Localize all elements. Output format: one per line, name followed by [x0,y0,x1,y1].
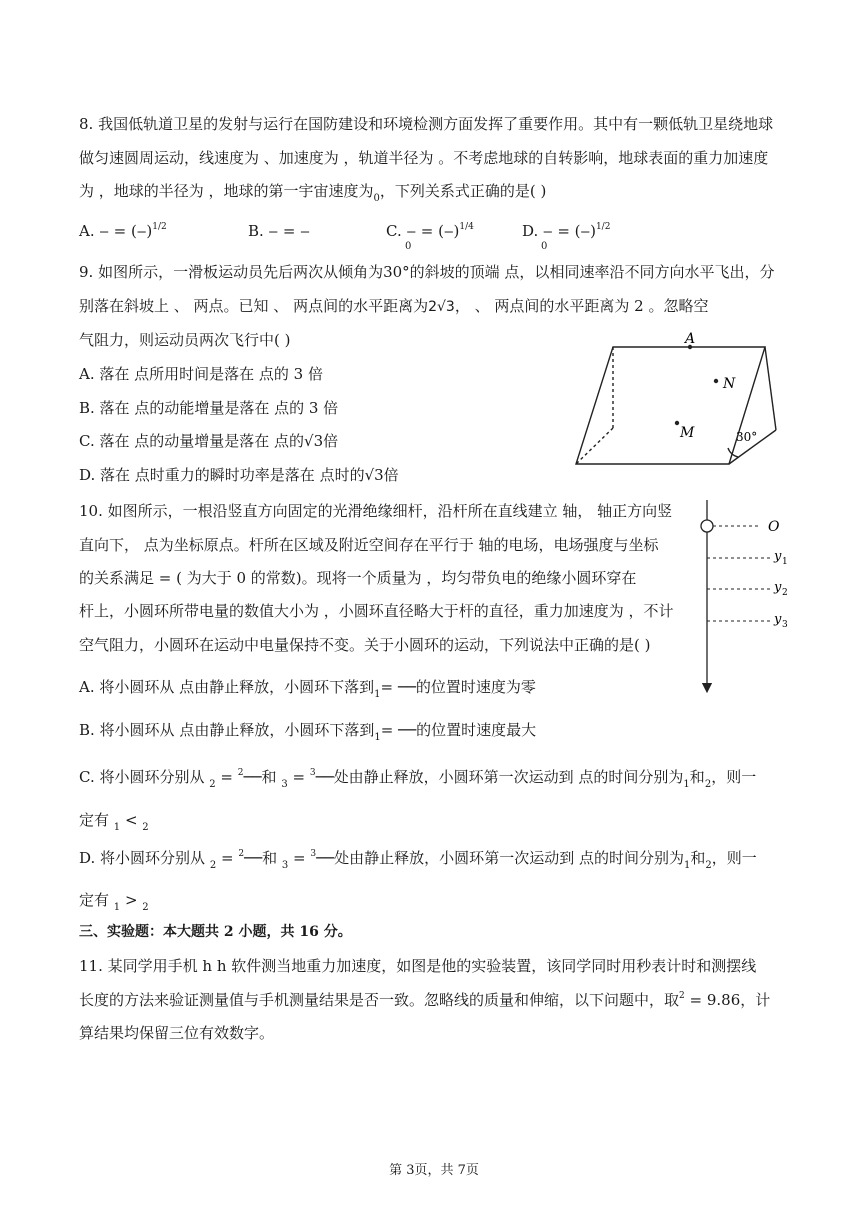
q8-option-c-text: C. ‒ = (‒) [386,222,460,240]
q10-option-d-mid: ──和 [244,849,278,867]
q11-line-2 [79,990,770,1013]
section-3-heading: 三、实验题：本大题共 2 小题，共 16 分。 [79,924,352,940]
point-m-label: M [680,425,695,441]
q10-option-d [79,848,757,871]
y1-label: y [774,549,782,564]
q8-option-c-subscript: 0 [405,241,412,252]
q11-line-2-a: 长度的方法来验证测量值与手机测量结果是否一致。忽略线的质量和伸缩，以下问题中，取 [79,991,680,1009]
q10-option-c-t2: 2 [704,779,712,790]
q10-line-2: 直向下， 点为坐标原点。杆所在区域及附近空间存在平行于 轴的电场，电场强度与坐标 [79,536,659,554]
q10-option-a-text: A. 将小圆环从 点由静止释放，小圆环下落到 [79,678,375,696]
point-a-label: A [685,331,696,347]
q10-option-d-text: D. 将小圆环分别从 [79,849,206,867]
q10-option-d-tail: ──处由静止释放，小圆环第一次运动到 点的时间分别为 [316,849,684,867]
q8-option-d-subscript: 0 [541,241,548,252]
y3-subscript: 3 [782,620,788,630]
q8-line-1: 8. 我国低轨道卫星的发射与运行在国防建设和环境检测方面发挥了重要作用。其中有一颗低轨卫星绕地球 [79,115,774,133]
rod-figure [696,498,796,693]
q9-distance-value: 2√3 [428,299,455,315]
page-footer: 第 3页，共 7页 [389,1163,479,1178]
q10-option-c-and: 和 [689,768,705,786]
q9-line-2-b: ， 、 两点间的水平距离为 2 。忽略空 [454,297,709,315]
q8-option-a-text: A. ‒ = (‒) [79,222,153,240]
q10-option-d-eq2: = [220,849,239,867]
q8-option-a [79,221,167,244]
q10-option-d-t1: 1 [683,860,691,871]
q10-option-c-t1: 1 [683,779,690,790]
q10-option-c-eq3: = [292,768,310,786]
q10-line-5: 空气阻力，小圆环在运动中电量保持不变。关于小圆环的运动，下列说法中正确的是( ) [79,636,651,654]
q11-line-1: 11. 某同学用手机 h h 软件测当地重力加速度，如图是他的实验装置，该同学同时用秒表计时和测摆线 [79,957,757,975]
q9-line-1: 9. 如图所示，一滑板运动员先后两次从倾角为30°的斜坡的顶端 点，以相同速率沿不同方向水平飞出，分 [79,263,775,281]
origin-label: O [768,519,780,535]
q10-option-b-text: B. 将小圆环从 点由静止释放，小圆环下落到 [79,721,375,739]
q10-option-a [79,677,536,700]
q9-line-2 [79,296,708,317]
point-m-dot [675,421,679,425]
q10-option-c-line-2 [79,810,149,833]
q10-option-d-sub2: 2 [209,860,217,871]
q10-option-c-num2: 2 [237,768,244,778]
q9-line-2-a: 别落在斜坡上 、 两点。已知 、 两点间的水平距离为 [79,297,429,315]
q10-option-d-end: ，则一 [711,849,757,867]
q10-line-4: 杆上，小圆环所带电量的数值大小为 ，小圆环直径略大于杆的直径，重力加速度为 ，不计 [79,602,674,620]
q9-option-a: A. 落在 点所用时间是落在 点的 3 倍 [79,365,323,383]
slope-back-edge [765,347,776,430]
q10-option-d-num3: 3 [310,849,317,859]
q9-option-d: D. 落在 点时重力的瞬时功率是落在 点时的√3倍 [79,466,399,484]
q10-option-c-line2-text: 定有 [79,811,110,829]
ring-icon [701,520,713,532]
q10-line-1: 10. 如图所示，一根沿竖直方向固定的光滑绝缘细杆，沿杆所在直线建立 轴， 轴正方向竖 [79,502,673,520]
q11-line-3: 算结果均保留三位有效数字。 [79,1024,275,1042]
q10-option-d-line2-text: 定有 [79,891,110,909]
q8-line-3-b: ，下列关系式正确的是( ) [379,182,547,200]
q11-line-2-b: = 9.86，计 [684,991,771,1009]
q8-option-a-exponent: 1/2 [152,222,167,232]
slope-face [576,347,765,464]
q10-option-c-sub3: 3 [281,779,288,790]
q8-line-2: 做匀速圆周运动，线速度为 、加速度为 ，轨道半径为 。不考虑地球的自转影响，地球表面的重力加速度 [79,149,769,167]
q10-option-a-subscript: 1 [374,689,381,700]
q8-option-c [386,221,474,244]
q9-line-3: 气阻力，则运动员两次飞行中( ) [79,331,291,349]
q10-option-c-line2-sub1: 1 [113,822,121,833]
q8-option-b-text: B. ‒ = ‒ [248,222,310,240]
q10-option-c-text: C. 将小圆环分别从 [79,768,205,786]
q8-v0-subscript: 0 [373,193,380,204]
q10-option-b [79,720,536,743]
q10-option-c-mid: ──和 [243,768,277,786]
q10-option-a-tail: = ──的位置时速度为零 [380,678,536,696]
q10-option-d-and: 和 [690,849,706,867]
q10-option-d-line-2 [79,890,149,913]
q10-option-c-end: ，则一 [711,768,757,786]
q8-line-3 [79,181,546,204]
q8-line-3-a: 为 ，地球的半径为 ，地球的第一宇宙速度为 [79,182,374,200]
q11-pi-squared-exponent: 2 [679,991,685,1001]
q10-line-3: 的关系满足 = ( 为大于 0 的常数)。现将一个质量为 ，均匀带负电的绝缘小圆环穿在 [79,569,637,587]
q10-option-c-eq2: = [220,768,238,786]
q8-option-d [522,221,610,244]
q10-option-d-sub3: 3 [281,860,289,871]
q8-option-d-text: D. ‒ = (‒) [522,222,596,240]
q10-option-c-sub2: 2 [209,779,216,790]
y1-subscript: 1 [782,557,788,567]
q9-option-b: B. 落在 点的动能增量是落在 点的 3 倍 [79,399,339,417]
y3-label: y [774,612,782,627]
y2-label: y [774,580,782,595]
q10-option-b-tail: = ──的位置时速度最大 [380,721,537,739]
q8-option-c-exponent: 1/4 [459,222,474,232]
angle-label: 30° [736,430,758,444]
q10-option-d-line2-sub1: 1 [113,902,121,913]
q10-option-c-tail: ──处由静止释放，小圆环第一次运动到 点的时间分别为 [315,768,684,786]
q10-option-c-line2-sub2: 2 [142,822,149,833]
q10-option-c-num3: 3 [309,768,316,778]
q10-option-d-line2-sub2: 2 [142,902,149,913]
q10-option-d-t2: 2 [705,860,712,871]
q8-option-d-exponent: 1/2 [595,222,611,232]
y2-subscript: 2 [782,588,788,598]
q10-option-c-relation: < [120,811,143,829]
q10-option-c [79,767,756,790]
q9-option-c: C. 落在 点的动量增量是落在 点的√3倍 [79,432,339,450]
slope-figure [566,330,782,472]
q10-option-d-eq3: = [293,849,311,867]
q10-option-b-subscript: 1 [374,732,381,743]
q8-option-b [248,221,310,241]
q10-option-d-relation: > [120,891,143,909]
point-n-label: N [723,376,736,392]
point-n-dot [714,379,718,383]
q10-option-d-num2: 2 [238,849,245,859]
